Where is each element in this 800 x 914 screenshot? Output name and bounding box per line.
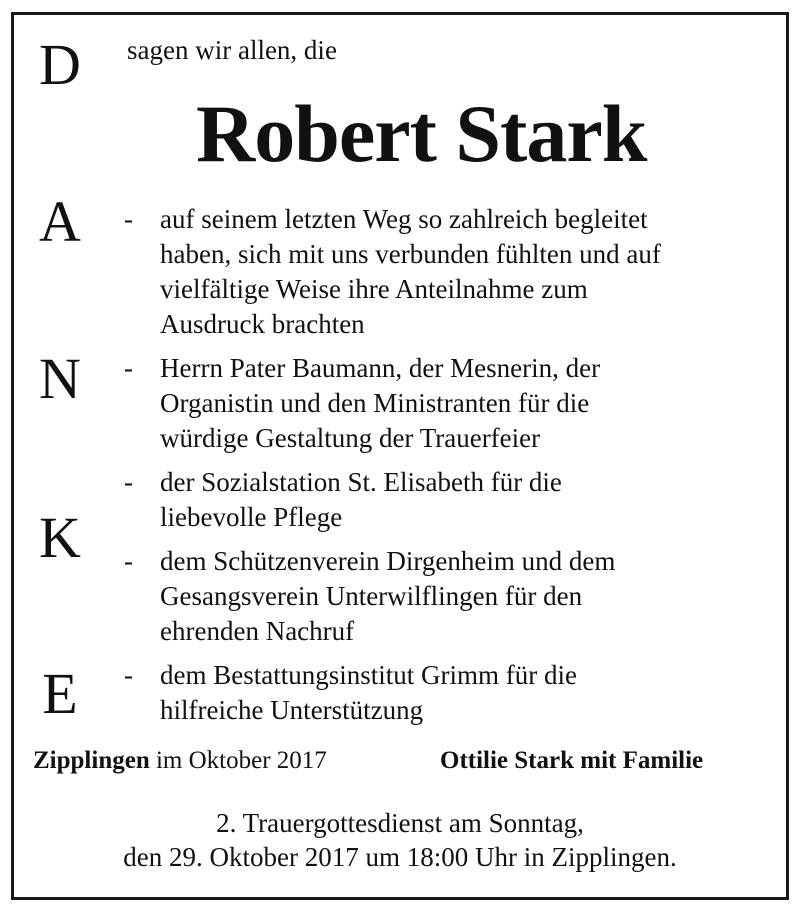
deceased-name: Robert Stark: [196, 88, 647, 179]
thanks-item-text: dem Schützenverein Dirgenheim und dem Gesangsverein Unterwilflingen für den ehrenden Nachruf: [160, 546, 616, 646]
dash-marker: -: [124, 204, 133, 234]
thanks-item-text: dem Bestattungsinstitut Grimm für die hilfreiche Unterstützung: [160, 660, 577, 725]
acrostic-letter-d: D: [39, 32, 81, 97]
dash-marker: -: [124, 353, 133, 383]
thanks-item: [124, 202, 764, 342]
thanks-item: [124, 658, 764, 728]
thanks-item: [124, 465, 764, 535]
acrostic-letter-k: K: [39, 505, 81, 570]
acrostic-letter-e: E: [42, 661, 78, 726]
date-text: im Oktober 2017: [149, 747, 327, 774]
thanks-item-text: der Sozialstation St. Elisabeth für die liebevolle Pflege: [160, 467, 562, 532]
service-notice: [40, 806, 760, 874]
acrostic-letter-a: A: [39, 189, 81, 254]
service-line-1: 2. Trauergottesdienst am Sonntag,: [216, 808, 584, 838]
thanks-item: [124, 544, 764, 649]
thanks-item-text: auf seinem letzten Weg so zahlreich begleitet haben, sich mit uns verbunden fühlten und auf vielfältige Weise ihre Anteilnahme zum Ausdruck brachten: [160, 204, 661, 339]
dash-marker: -: [124, 546, 133, 576]
place-date: [33, 745, 327, 777]
thanks-item: [124, 351, 764, 456]
intro-text: sagen wir allen, die: [127, 35, 337, 65]
family-signature: Ottilie Stark mit Familie: [440, 747, 704, 774]
service-line-2: den 29. Oktober 2017 um 18:00 Uhr in Zipplingen.: [123, 842, 677, 872]
thanks-item-text: Herrn Pater Baumann, der Mesnerin, der Organistin und den Ministranten für die würdige Gestaltung der Trauerfeier: [160, 353, 601, 453]
dash-marker: -: [124, 467, 133, 497]
dash-marker: -: [124, 660, 133, 690]
place-name: Zipplingen: [33, 747, 150, 774]
acrostic-letter-n: N: [39, 346, 81, 411]
